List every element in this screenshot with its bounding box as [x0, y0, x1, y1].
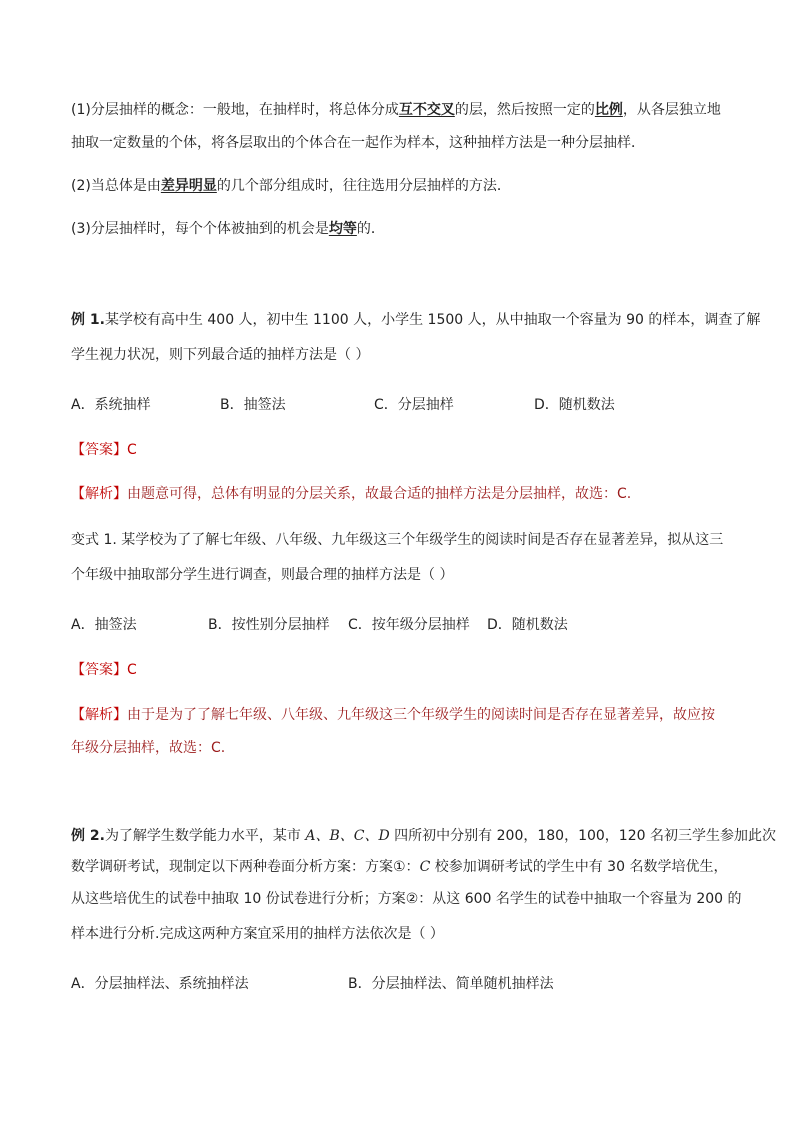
example1-line-1 — [71, 310, 760, 330]
concept-text: 的层，然后按照一定的 — [454, 102, 595, 118]
example2-line-3: 从这些培优生的试卷中抽取 10 份试卷进行分析；方案②：从这 600 名学生的试卷中抽取一个容量为 200 的 — [71, 891, 742, 907]
answer-tag: 【答案】 — [71, 662, 127, 678]
option-a: A．分层抽样法、系统抽样法 — [71, 976, 249, 992]
concept-text: (3)分层抽样时，每个个体被抽到的机会是 — [71, 221, 329, 237]
analysis-tag: 【解析】 — [71, 707, 127, 723]
analysis-tag: 【解析】 — [71, 486, 127, 502]
answer-value: C — [127, 442, 137, 458]
question-text: 为了解学生数学能力水平，某市 — [104, 828, 306, 844]
emphasis-term: 比例 — [594, 102, 623, 118]
answer-value: C — [127, 662, 137, 678]
school-variable: C — [419, 859, 431, 875]
question-text: 某学校有高中生 400 人，初中生 1100 人，小学生 1500 人，从中抽取一个容量为 90 的样本，调查了解 — [104, 312, 761, 328]
example2-line-1 — [71, 826, 776, 846]
example-label: 例 2. — [71, 828, 105, 844]
variant1-analysis-line-1 — [71, 705, 715, 725]
example1-line-2: 学生视力状况，则下列最合适的抽样方法是（ ） — [71, 347, 370, 363]
option-b: B．分层抽样法、简单随机抽样法 — [348, 976, 554, 992]
question-text: 数学调研考试，现制定以下两种卷面分析方案：方案①： — [71, 859, 420, 875]
concept-text: 的几个部分组成时，往往选用分层抽样的方法． — [216, 178, 511, 194]
concept-line-1 — [71, 100, 721, 120]
option-c: C．分层抽样 — [374, 397, 454, 413]
option-d: D．随机数法 — [534, 397, 615, 413]
answer-tag: 【答案】 — [71, 442, 127, 458]
option-d: D．随机数法 — [487, 617, 568, 633]
question-text: 校参加调研考试的学生中有 30 名数学培优生， — [430, 859, 728, 875]
concept-point-2 — [71, 176, 511, 196]
option-b: B．抽签法 — [220, 397, 286, 413]
analysis-text: 由题意可得，总体有明显的分层关系，故最合适的抽样方法是分层抽样，故选：C. — [127, 486, 632, 502]
example1-answer — [71, 440, 137, 460]
school-variables: A、B、C、D — [305, 828, 390, 844]
concept-text: (2)当总体是由 — [71, 178, 161, 194]
example2-line-2 — [71, 857, 727, 877]
option-b: B．按性别分层抽样 — [208, 617, 330, 633]
concept-line-2: 抽取一定数量的个体，将各层取出的个体合在一起作为样本，这种抽样方法是一种分层抽样． — [71, 135, 645, 151]
variant1-line-1: 变式 1. 某学校为了了解七年级、八年级、九年级这三个年级学生的阅读时间是否存在显著差异，拟从这三 — [71, 532, 724, 548]
question-text: 四所初中分别有 200，180，100，120 名初三学生参加此次 — [389, 828, 776, 844]
concept-text: ，从各层独立地 — [622, 102, 721, 118]
variant1-answer — [71, 660, 137, 680]
analysis-text: 由于是为了了解七年级、八年级、九年级这三个年级学生的阅读时间是否存在显著差异，故应按 — [127, 707, 715, 723]
example1-analysis — [71, 484, 631, 504]
example-label: 例 1. — [71, 312, 105, 328]
option-c: C．按年级分层抽样 — [348, 617, 470, 633]
example2-line-4: 样本进行分析.完成这两种方案宜采用的抽样方法依次是（ ） — [71, 926, 444, 942]
variant1-analysis-line-2: 年级分层抽样，故选：C. — [71, 740, 226, 756]
concept-text: 的． — [356, 221, 385, 237]
concept-point-3 — [71, 219, 385, 239]
variant1-line-2: 个年级中抽取部分学生进行调查，则最合理的抽样方法是（ ） — [71, 567, 454, 583]
emphasis-term: 均等 — [328, 221, 357, 237]
emphasis-term: 差异明显 — [160, 178, 217, 194]
option-a: A．抽签法 — [71, 617, 137, 633]
concept-text: (1)分层抽样的概念：一般地，在抽样时，将总体分成 — [71, 102, 399, 118]
option-a: A．系统抽样 — [71, 397, 151, 413]
emphasis-term: 互不交叉 — [398, 102, 455, 118]
